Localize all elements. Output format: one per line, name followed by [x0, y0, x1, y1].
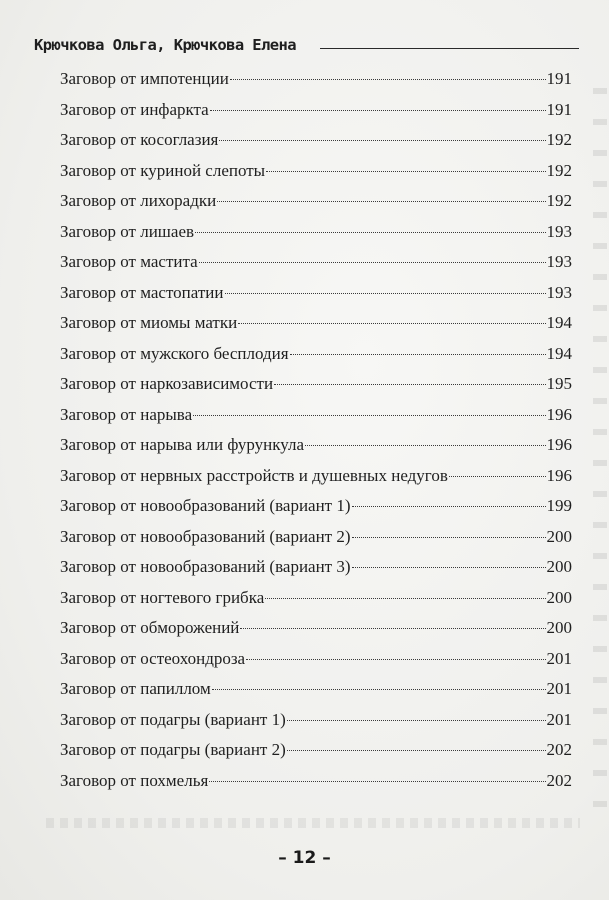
show-through-bottom — [40, 818, 580, 828]
toc-dot-leader — [230, 79, 546, 80]
toc-dot-leader — [238, 323, 545, 324]
toc-entry-page: 201 — [546, 679, 572, 698]
toc-entry-title: Заговор от наркозависимости — [60, 374, 274, 393]
toc-entry-page: 193 — [546, 252, 572, 271]
toc-dot-leader — [246, 659, 545, 660]
toc-dot-leader — [219, 140, 545, 141]
toc-dot-leader — [240, 628, 545, 629]
toc-entry-page: 191 — [546, 99, 572, 119]
toc-entry — [60, 156, 572, 187]
toc-entry-page: 196 — [546, 404, 572, 424]
toc-entry-page: 200 — [546, 526, 572, 546]
toc-entry — [60, 613, 572, 644]
toc-entry — [60, 64, 572, 95]
toc-entry-page: 192 — [546, 191, 572, 210]
toc-dot-leader — [193, 415, 545, 416]
toc-entry — [60, 583, 572, 614]
toc-entry-page: 202 — [546, 740, 572, 759]
toc-entry-title: Заговор от мастопатии — [60, 282, 224, 302]
toc-entry — [60, 278, 572, 309]
toc-dot-leader — [287, 750, 546, 751]
toc-dot-leader — [209, 781, 545, 782]
toc-entry-page: 194 — [546, 313, 572, 332]
toc-entry — [60, 308, 572, 339]
toc-entry — [60, 339, 572, 370]
toc-entry-title: Заговор от новообразований (вариант 2) — [60, 526, 351, 546]
toc-entry-title: Заговор от новообразований (вариант 1) — [60, 496, 351, 515]
toc-entry — [60, 705, 572, 736]
toc-entry-title: Заговор от миомы матки — [60, 313, 238, 332]
toc-dot-leader — [305, 445, 545, 446]
toc-entry — [60, 369, 572, 400]
toc-dot-leader — [352, 567, 546, 568]
toc-entry — [60, 247, 572, 278]
toc-entry — [60, 491, 572, 522]
toc-entry-title: Заговор от папиллом — [60, 679, 211, 698]
toc-entry — [60, 766, 572, 797]
toc-entry-page: 200 — [546, 557, 572, 576]
toc-dot-leader — [265, 598, 545, 599]
toc-entry-page: 196 — [546, 435, 572, 454]
toc-entry-page: 201 — [546, 648, 572, 668]
toc-dot-leader — [212, 689, 546, 690]
toc-entry-page: 192 — [546, 130, 572, 149]
toc-dot-leader — [274, 384, 545, 385]
toc-entry — [60, 430, 572, 461]
toc-dot-leader — [210, 110, 546, 111]
toc-entry-title: Заговор от мужского бесплодия — [60, 343, 289, 363]
toc-entry — [60, 125, 572, 156]
toc-entry-page: 194 — [546, 343, 572, 363]
toc-entry-page: 199 — [546, 496, 572, 515]
toc-entry-page: 192 — [546, 160, 572, 180]
toc-dot-leader — [266, 171, 545, 172]
toc-entry-title: Заговор от инфаркта — [60, 99, 209, 119]
toc-entry-page: 200 — [546, 587, 572, 607]
toc-entry-title: Заговор от нарыва или фурункула — [60, 435, 305, 454]
toc-entry-title: Заговор от импотенции — [60, 69, 229, 88]
toc-entry — [60, 674, 572, 705]
toc-entry-title: Заговор от ногтевого грибка — [60, 587, 265, 607]
toc-dot-leader — [352, 506, 546, 507]
toc-entry-page: 201 — [546, 709, 572, 729]
toc-entry-page: 200 — [546, 618, 572, 637]
toc-entry — [60, 461, 572, 492]
toc-entry-page: 202 — [546, 770, 572, 790]
toc-entry-page: 196 — [546, 465, 572, 485]
header-authors: Крючкова Ольга, Крючкова Елена — [34, 36, 296, 54]
toc-entry-title: Заговор от подагры (вариант 1) — [60, 709, 286, 729]
header-rule — [320, 48, 579, 49]
toc-entry — [60, 95, 572, 126]
toc-dot-leader — [199, 262, 546, 263]
toc-dot-leader — [352, 537, 546, 538]
toc-entry-title: Заговор от нервных расстройств и душевных недугов — [60, 465, 448, 485]
toc-dot-leader — [217, 201, 545, 202]
toc-entry-title: Заговор от похмелья — [60, 770, 209, 790]
toc-entry-title: Заговор от лишаев — [60, 221, 195, 241]
toc-entry-page: 191 — [546, 69, 572, 88]
table-of-contents — [60, 64, 572, 796]
toc-entry — [60, 552, 572, 583]
toc-entry-page: 193 — [546, 221, 572, 241]
toc-entry — [60, 217, 572, 248]
toc-entry-title: Заговор от куриной слепоты — [60, 160, 266, 180]
toc-entry-title: Заговор от подагры (вариант 2) — [60, 740, 286, 759]
toc-dot-leader — [449, 476, 546, 477]
toc-entry — [60, 186, 572, 217]
show-through-right — [593, 70, 607, 830]
toc-dot-leader — [290, 354, 546, 355]
toc-entry — [60, 400, 572, 431]
toc-entry-title: Заговор от нарыва — [60, 404, 193, 424]
toc-dot-leader — [225, 293, 546, 294]
toc-dot-leader — [287, 720, 546, 721]
toc-entry-title: Заговор от обморожений — [60, 618, 240, 637]
toc-dot-leader — [195, 232, 545, 233]
toc-entry — [60, 735, 572, 766]
toc-entry-title: Заговор от мастита — [60, 252, 198, 271]
page-number: – 12 – — [278, 848, 331, 868]
toc-entry-title: Заговор от остеохондроза — [60, 648, 246, 668]
toc-entry — [60, 522, 572, 553]
toc-entry-title: Заговор от косоглазия — [60, 130, 219, 149]
toc-entry-title: Заговор от новообразований (вариант 3) — [60, 557, 351, 576]
toc-entry-page: 193 — [546, 282, 572, 302]
toc-entry-page: 195 — [546, 374, 572, 393]
toc-entry — [60, 644, 572, 675]
running-header — [34, 36, 579, 56]
toc-entry-title: Заговор от лихорадки — [60, 191, 217, 210]
